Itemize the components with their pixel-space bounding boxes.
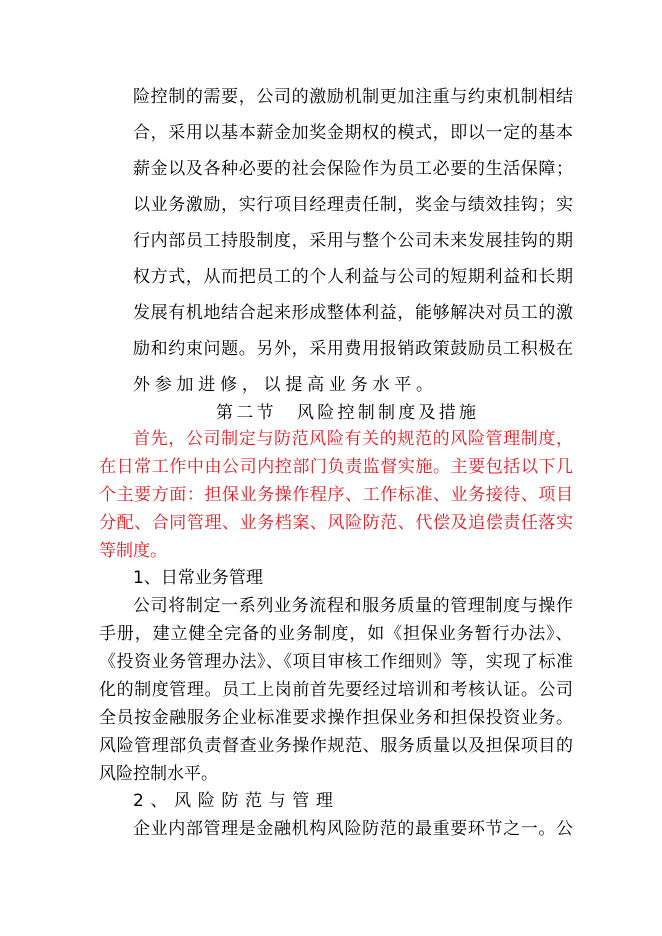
highlighted-paragraph-line: 在日常工作中由公司内控部门负责监督实施。主要包括以下几 [99, 457, 574, 477]
paragraph-line: 风险管理部负责督查业务操作规范、服务质量以及担保项目的 [99, 736, 574, 756]
paragraph-line: 化的制度管理。员工上岗前首先要经过培训和考核认证。公司 [99, 680, 574, 700]
highlighted-paragraph-line: 分配、合同管理、业务档案、风险防范、代偿及追偿责任落实 [99, 513, 574, 533]
paragraph-line: 公司将制定一系列业务流程和服务质量的管理制度与操作 [133, 596, 574, 616]
paragraph-line: 发展有机地结合起来形成整体利益，能够解决对员工的激 [133, 303, 574, 323]
highlighted-paragraph-line: 首先，公司制定与防范风险有关的规范的风险管理制度， [133, 429, 574, 449]
paragraph-line: 《投资业务管理办法》、《项目审核工作细则》等，实现了标准 [99, 652, 574, 672]
subsection-heading: 2、风险防范与管理 [133, 791, 340, 811]
paragraph-line: 合，采用以基本薪金加奖金期权的模式，即以一定的基本 [133, 123, 574, 143]
section-heading: 第二节 风险控制制度及措施 [216, 403, 480, 423]
subsection-heading: 1、日常业务管理 [133, 568, 263, 588]
paragraph-line: 企业内部管理是金融机构风险防范的最重要环节之一。公 [133, 819, 574, 839]
paragraph-line: 外参加进修，以提高业务水平。 [133, 375, 438, 395]
paragraph-line: 以业务激励，实行项目经理责任制，奖金与绩效挂钩；实 [133, 195, 574, 215]
paragraph-line: 行内部员工持股制度，采用与整个公司未来发展挂钩的期 [133, 231, 574, 251]
paragraph-line: 风险控制水平。 [99, 764, 218, 784]
paragraph-line: 手册，建立健全完备的业务制度，如《担保业务暂行办法》、 [99, 624, 574, 644]
highlighted-paragraph-line: 个主要方面：担保业务操作程序、工作标准、业务接待、项目 [99, 485, 574, 505]
highlighted-paragraph-line: 等制度。 [99, 541, 167, 561]
paragraph-line: 险控制的需要，公司的激励机制更加注重与约束机制相结 [133, 87, 574, 107]
paragraph-line: 权方式，从而把员工的个人利益与公司的短期利益和长期 [133, 267, 574, 287]
paragraph-line: 薪金以及各种必要的社会保险作为员工必要的生活保障； [133, 159, 574, 179]
paragraph-line: 全员按金融服务企业标准要求操作担保业务和担保投资业务。 [99, 708, 574, 728]
paragraph-line: 励和约束问题。另外，采用费用报销政策鼓励员工积极在 [133, 339, 574, 359]
